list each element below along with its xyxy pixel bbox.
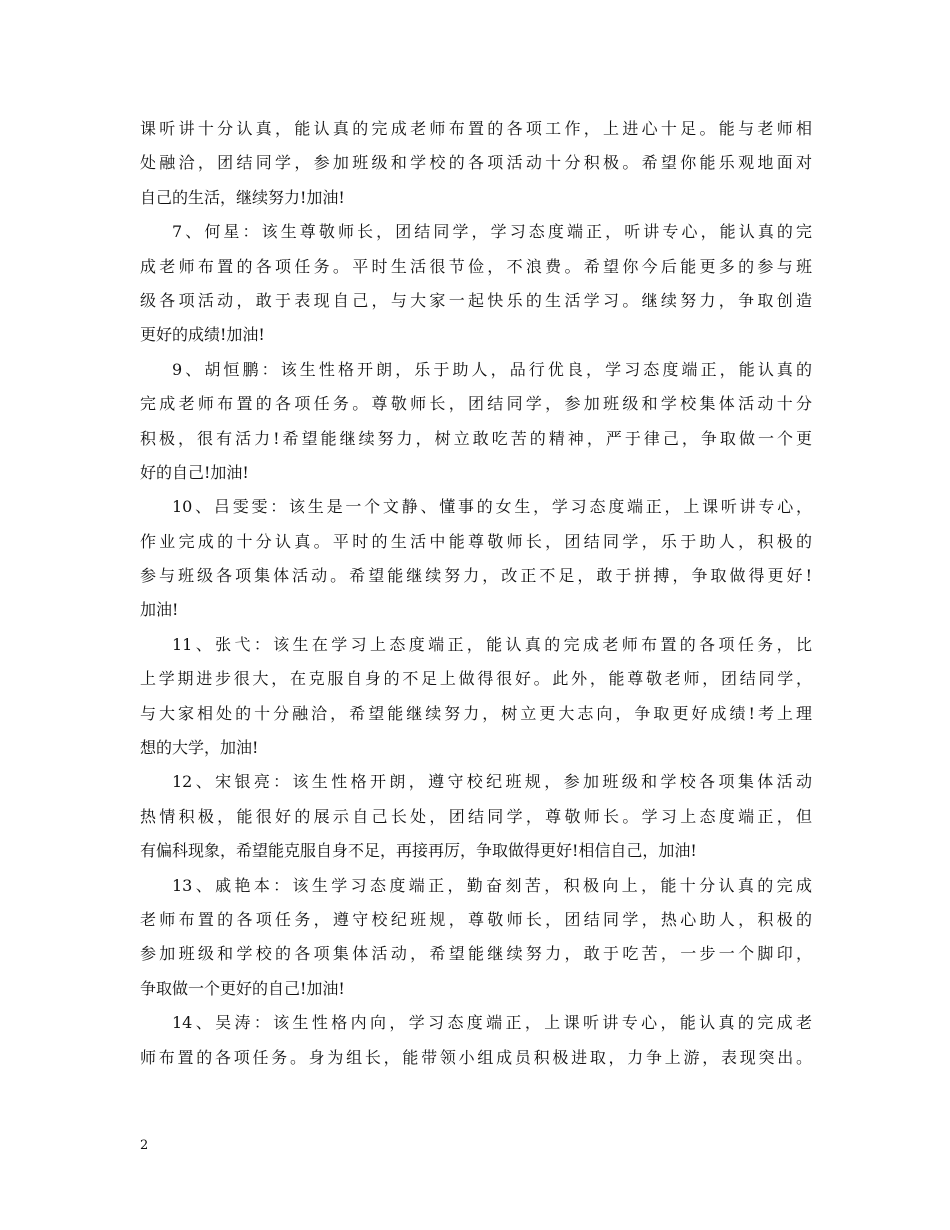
paragraph-first-line: 9、胡恒鹏：该生性格开朗，乐于助人，品行优良，学习态度端正，能认真的 [172,359,812,379]
text-line: 加油! [140,600,179,620]
text-line: 自己的生活，继续努力!加油! [140,187,345,207]
text-line: 完成老师布置的各项任务。尊敬师长，团结同学，参加班级和学校集体活动十分 [140,394,812,414]
text-line: 级各项活动，敢于表现自己，与大家一起快乐的生活学习。继续努力，争取创造 [140,290,812,310]
text-line: 参加班级和学校的各项集体活动，希望能继续努力，敢于吃苦，一步一个脚印， [140,944,812,964]
document-body [140,112,812,1075]
paragraph-first-line: 14、吴涛：该生性格内向，学习态度端正，上课听讲专心，能认真的完成老 [172,1013,812,1033]
text-line: 上学期进步很大，在克服自身的不足上做得很好。此外，能尊敬老师，团结同学， [140,669,812,689]
text-line: 积极，很有活力!希望能继续努力，树立敢吃苦的精神，严于律己，争取做一个更 [140,428,812,448]
text-line: 处融洽，团结同学，参加班级和学校的各项活动十分积极。希望你能乐观地面对 [140,153,812,173]
text-line: 好的自己!加油! [140,462,249,482]
paragraph-first-line: 7、何星：该生尊敬师长，团结同学，学习态度端正，听讲专心，能认真的完 [172,222,812,242]
text-line: 成老师布置的各项任务。平时生活很节俭，不浪费。希望你今后能更多的参与班 [140,256,812,276]
text-line: 有偏科现象，希望能克服自身不足，再接再厉，争取做得更好!相信自己，加油! [140,841,697,861]
paragraph-first-line: 11、张弋：该生在学习上态度端正，能认真的完成老师布置的各项任务，比 [172,634,812,654]
paragraph-first-line: 13、戚艳本：该生学习态度端正，勤奋刻苦，积极向上，能十分认真的完成 [172,875,812,895]
text-line: 与大家相处的十分融洽，希望能继续努力，树立更大志向，争取更好成绩!考上理 [140,703,812,723]
text-line: 想的大学，加油! [140,738,259,758]
text-line: 老师布置的各项任务，遵守校纪班规，尊敬师长，团结同学，热心助人，积极的 [140,909,812,929]
paragraph-first-line: 12、宋银亮：该生性格开朗，遵守校纪班规，参加班级和学校各项集体活动 [172,772,812,792]
text-line: 参与班级各项集体活动。希望能继续努力，改正不足，敢于拼搏，争取做得更好! [140,566,812,586]
text-line: 师布置的各项任务。身为组长，能带领小组成员积极进取，力争上游，表现突出。 [140,1047,812,1067]
text-line: 作业完成的十分认真。平时的生活中能尊敬师长，团结同学，乐于助人，积极的 [140,531,812,551]
text-line: 更好的成绩!加油! [140,325,265,345]
text-line: 热情积极，能很好的展示自己长处，团结同学，尊敬师长。学习上态度端正，但 [140,806,812,826]
page-number: 2 [140,1138,149,1153]
paragraph-first-line: 10、吕雯雯：该生是一个文静、懂事的女生，学习态度端正，上课听讲专心， [172,497,812,517]
text-line: 课听讲十分认真，能认真的完成老师布置的各项工作，上进心十足。能与老师相 [140,119,812,138]
text-line: 争取做一个更好的自己!加油! [140,978,345,998]
